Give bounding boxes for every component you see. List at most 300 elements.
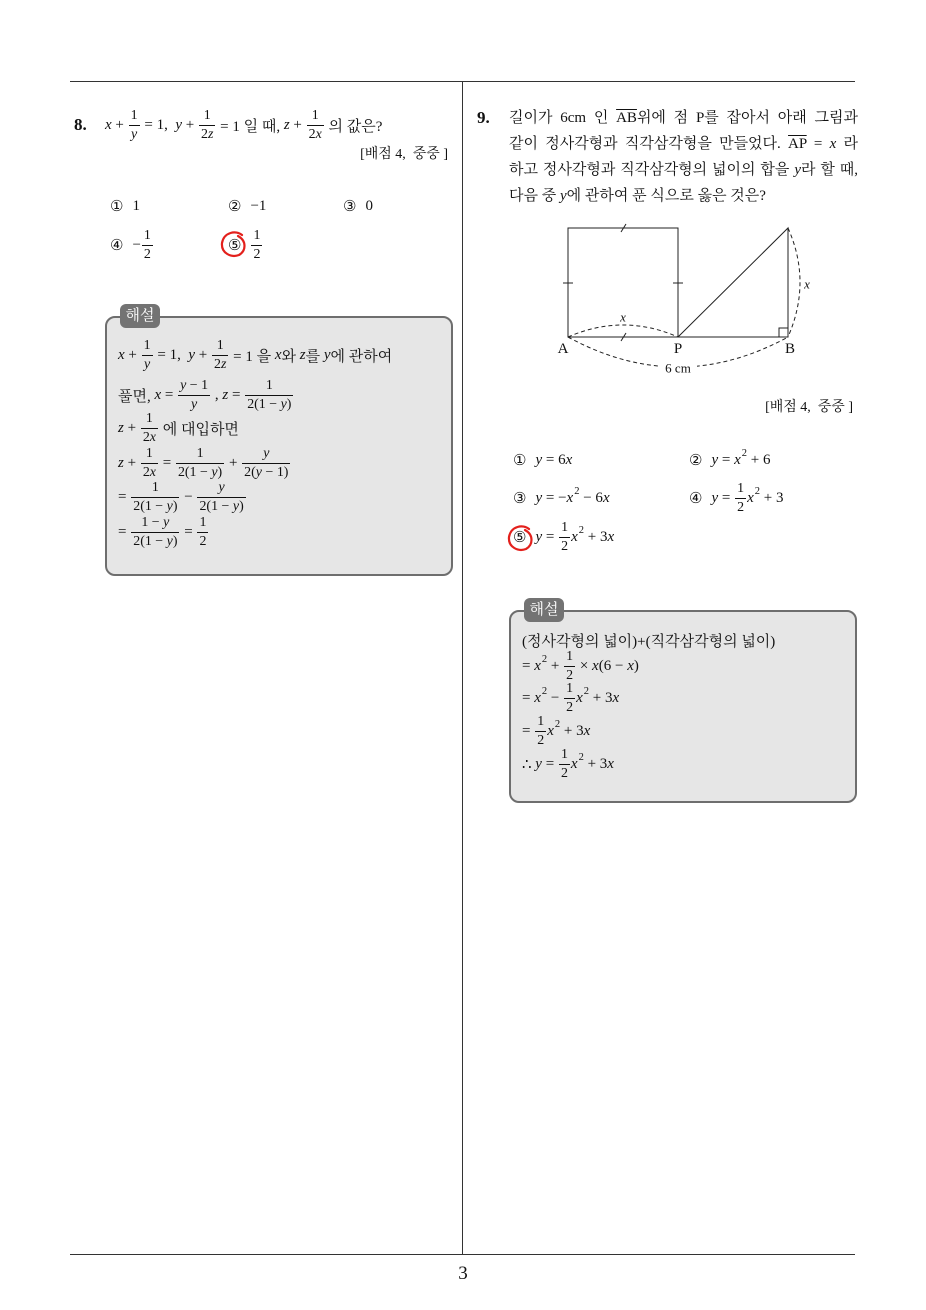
math-variable: x (592, 657, 599, 674)
math-variable: y (255, 464, 262, 480)
math-text: = 1, (140, 116, 176, 133)
math-text: 1 (253, 227, 261, 243)
denominator (142, 356, 153, 373)
fraction (176, 446, 224, 480)
math-variable: y (163, 514, 170, 530)
problem-number: 9. (477, 108, 490, 127)
choice-number: ① (110, 197, 124, 215)
math-text: 2 (737, 499, 745, 515)
problem-number: 8. (74, 115, 87, 134)
geometry-figure (540, 215, 830, 380)
math-text: = (541, 755, 558, 772)
explanation-line (118, 337, 392, 373)
math-text: 1 (737, 480, 745, 496)
fraction (564, 681, 575, 715)
math-text: − (180, 488, 197, 505)
math-text: 같이 정사각형과 직각삼각형을 만들었다. (509, 136, 789, 152)
choice-4 (110, 227, 154, 263)
explanation-line (522, 715, 590, 747)
math-text: 1 (537, 713, 545, 729)
math-variable: x (571, 528, 578, 545)
math-variable: y (175, 116, 182, 133)
math-text: + (195, 346, 211, 363)
math-text: = 1, (153, 346, 189, 363)
math-variable: x (583, 722, 591, 739)
math-variable: x (534, 657, 541, 674)
numerator (307, 108, 324, 126)
math-text: (정사각형의 넓이)+(직각삼각형의 넓이) (522, 633, 776, 650)
fraction (245, 378, 293, 412)
math-variable: y (535, 528, 543, 545)
superscript: 2 (578, 524, 584, 536)
math-variable: x (570, 755, 578, 772)
math-variable: y (280, 396, 287, 412)
math-text: 를 (305, 348, 324, 365)
math-text: − 1) (261, 464, 289, 480)
math-text: 와 (281, 348, 300, 365)
math-text: 2 (200, 126, 208, 142)
math-text: 1 (130, 107, 138, 123)
choice-expression (132, 228, 153, 262)
math-variable: x (576, 689, 583, 706)
bottom-rule (70, 1254, 855, 1255)
math-text: 풀면, (118, 388, 155, 405)
choice-2 (689, 442, 770, 478)
fraction (142, 338, 153, 372)
math-text: − (132, 236, 141, 253)
math-variable: z (220, 356, 227, 372)
choice-1 (513, 442, 572, 478)
math-text: 2 (142, 464, 150, 480)
math-variable: x (149, 429, 156, 445)
math-text: + 3 (583, 528, 608, 545)
math-text: 1 (311, 107, 319, 123)
question-line (509, 105, 858, 131)
choice-expression (711, 481, 783, 515)
point-p-label: P (673, 341, 683, 357)
segment-name: $\overline{AP}$ (788, 136, 807, 152)
choice-3 (513, 480, 610, 516)
math-text: = (161, 386, 178, 403)
fraction (131, 515, 179, 549)
math-variable: y (166, 533, 173, 549)
math-variable: y (211, 464, 218, 480)
numerator (142, 338, 153, 356)
denominator (735, 499, 746, 516)
math-text: = (542, 528, 559, 545)
numerator (176, 446, 224, 464)
math-text: = (522, 722, 535, 739)
math-text: 1 (566, 680, 574, 696)
math-text: 2 (253, 246, 261, 262)
math-text: 2 (561, 538, 569, 554)
arc-side (788, 228, 800, 337)
math-variable: x (565, 451, 573, 468)
fraction (199, 108, 215, 142)
fraction (197, 480, 245, 514)
answer-mark-stroke (509, 526, 532, 549)
choice-expression (535, 520, 614, 554)
segment-name: $\overline{AB}$ (616, 110, 637, 126)
choice-number: ③ (343, 197, 357, 215)
numerator (141, 411, 158, 429)
math-variable: y (131, 126, 138, 142)
answer-mark-circle (219, 229, 249, 259)
answer-mark-stroke (222, 232, 245, 255)
math-variable: y (191, 396, 198, 412)
math-text: 1 (196, 445, 204, 461)
choice-1 (110, 188, 140, 224)
math-text: = (180, 523, 197, 540)
math-text: 2 (308, 126, 316, 142)
math-text: 에 대입하면 (158, 421, 239, 438)
choice-number: ⑤ (513, 528, 527, 546)
explanation-line (522, 650, 639, 682)
fraction (535, 714, 546, 748)
math-text: = (118, 488, 131, 505)
fraction (559, 747, 570, 781)
math-text: 0 (365, 197, 373, 214)
math-variable: x (315, 126, 322, 142)
math-text: 2(1 − (133, 533, 167, 549)
arc-ap (568, 325, 678, 337)
math-text: ) (239, 498, 244, 514)
math-text: = 6 (542, 451, 566, 468)
point-a-label: A (557, 341, 569, 357)
denominator (197, 498, 245, 515)
math-text: 1 (566, 648, 574, 664)
numerator (245, 378, 293, 396)
math-text: ) (172, 533, 178, 549)
numerator (564, 681, 575, 699)
math-variable: y (166, 498, 173, 514)
choice-expression (365, 198, 373, 215)
math-text: + 6 (747, 451, 771, 468)
denominator (559, 538, 570, 555)
math-text: + (225, 454, 242, 471)
explanation-label: 해설 (120, 304, 160, 328)
explanation-box (509, 610, 857, 803)
numerator (129, 108, 140, 126)
math-variable: z (283, 116, 290, 133)
math-text: 라 (836, 136, 858, 152)
math-text: + (547, 657, 564, 674)
math-variable: y (180, 377, 187, 393)
math-text: −1 (250, 197, 267, 214)
math-variable: x (534, 689, 541, 706)
denominator (559, 765, 570, 782)
math-variable: x (829, 136, 837, 152)
math-text: ) (286, 396, 292, 412)
explanation-line (118, 479, 247, 515)
math-text: 1 − (141, 514, 164, 530)
choice-expression (535, 452, 572, 469)
choice-expression (711, 447, 771, 469)
numerator (559, 747, 570, 765)
question (105, 107, 382, 143)
math-text: 의 값은? (324, 118, 383, 135)
math-text: 에 관하여 (330, 348, 393, 365)
denominator (535, 732, 546, 749)
explanation-line (522, 748, 614, 780)
math-variable: z (118, 454, 124, 471)
right-angle-mark (779, 328, 788, 337)
math-text: 1 (561, 519, 569, 535)
math-text: 1 (216, 337, 224, 353)
math-variable: z (299, 346, 306, 363)
denominator (564, 699, 575, 716)
math-variable: y (535, 489, 543, 506)
math-text: 2(1 − (247, 396, 281, 412)
math-text: 2 (560, 765, 568, 781)
math-variable: z (118, 419, 124, 436)
fraction (129, 108, 140, 142)
numerator (559, 520, 570, 538)
math-text: , (211, 386, 223, 403)
denominator (176, 464, 224, 481)
denominator (212, 356, 228, 373)
superscript: 2 (574, 485, 580, 497)
math-text: 1 (151, 479, 159, 495)
choice-number: ① (513, 451, 527, 469)
math-variable: y (323, 346, 331, 363)
explanation-box (105, 316, 453, 576)
math-text: ) (633, 657, 639, 674)
math-text: − 6 (579, 489, 603, 506)
denominator (131, 533, 179, 550)
question (509, 105, 858, 209)
math-variable: z (207, 126, 214, 142)
fraction (178, 378, 210, 412)
fraction (197, 515, 208, 549)
choice-number: ② (689, 451, 703, 469)
math-variable: y (263, 445, 270, 461)
denominator (141, 464, 158, 481)
numerator (251, 228, 262, 246)
superscript: 2 (578, 751, 584, 763)
explanation-line (118, 377, 294, 413)
fraction (131, 480, 179, 514)
math-text: + (124, 346, 141, 363)
choice-expression (132, 198, 140, 215)
math-variable: x (118, 346, 125, 363)
fraction (559, 520, 570, 554)
choice-number: ④ (689, 489, 703, 507)
numerator (178, 378, 210, 396)
math-text: 1 (143, 337, 151, 353)
math-variable: x (602, 489, 610, 506)
point-b-label: B (784, 341, 796, 357)
label-ap: x (620, 309, 626, 325)
page-number: 3 (458, 1263, 468, 1284)
math-text: = (158, 454, 175, 471)
math-variable: x (274, 346, 282, 363)
numerator (242, 446, 290, 464)
math-text: 2 (566, 667, 574, 683)
explanation-line (522, 682, 619, 714)
label-ab-length: 6 cm (665, 360, 691, 376)
math-text: 다음 중 (509, 188, 560, 204)
math-variable: x (105, 116, 112, 133)
math-variable: y (232, 498, 240, 514)
math-text: 2 (537, 732, 545, 748)
math-text: 1 (132, 197, 140, 214)
denominator (197, 533, 208, 550)
math-variable: y (794, 162, 801, 178)
math-variable: x (734, 451, 741, 468)
math-text: + (123, 419, 140, 436)
numerator (141, 446, 158, 464)
choice-number: ④ (110, 236, 124, 254)
math-text: = 1 일 때, (216, 118, 284, 135)
numerator (564, 649, 575, 667)
math-text: ) (217, 464, 223, 480)
math-text: + 3 (759, 489, 784, 506)
answer-mark-circle (506, 523, 536, 553)
superscript: 2 (541, 685, 548, 697)
math-variable: y (535, 451, 543, 468)
fraction (307, 108, 324, 142)
choice-2 (228, 188, 266, 224)
numerator (212, 338, 228, 356)
math-variable: y (559, 188, 567, 204)
choice-expression (535, 485, 610, 507)
math-variable: y (535, 755, 542, 772)
question-line (509, 183, 858, 209)
math-text: 에 관하여 푼 식으로 옳은 것은? (566, 188, 766, 204)
fraction (141, 446, 158, 480)
math-text: + (111, 116, 128, 133)
denominator (307, 126, 324, 143)
numerator (131, 515, 179, 533)
score-info: [배점 4, 중중 ] (765, 400, 853, 415)
math-text: = (228, 386, 245, 403)
right-triangle (678, 228, 788, 337)
choice-3 (343, 188, 373, 224)
math-variable: x (154, 386, 162, 403)
math-text: ∴ (522, 756, 536, 773)
denominator (251, 246, 262, 263)
choice-number: ③ (513, 489, 527, 507)
denominator (131, 498, 179, 515)
math-text: 1 (199, 514, 207, 530)
explanation-line (118, 514, 209, 550)
fraction (735, 481, 746, 515)
math-text: = (718, 489, 735, 506)
math-text: + 3 (560, 722, 584, 739)
math-variable: x (627, 657, 634, 674)
math-text: + (289, 116, 306, 133)
math-text: 2(1 − (133, 498, 167, 514)
math-text: = (522, 689, 535, 706)
superscript: 2 (741, 447, 748, 459)
math-variable: x (149, 464, 156, 480)
math-text: 1 (143, 227, 151, 243)
math-text: 2 (213, 356, 221, 372)
math-text: 2 (566, 699, 574, 715)
denominator (142, 246, 153, 263)
math-text: 1 (203, 107, 211, 123)
explanation-line (118, 410, 239, 446)
math-text: 1 (560, 746, 568, 762)
choice-expression (250, 228, 263, 262)
math-text: 2(1 − (199, 498, 233, 514)
math-text: 길이가 6cm 인 (509, 110, 617, 126)
math-variable: x (607, 528, 615, 545)
math-text: = (806, 136, 830, 152)
math-text: + 3 (583, 755, 608, 772)
math-text: × (576, 657, 593, 674)
explanation-line (118, 445, 291, 481)
denominator (129, 126, 140, 143)
math-text: + (123, 454, 140, 471)
numerator (197, 515, 208, 533)
math-variable: x (547, 722, 554, 739)
label-side: x (804, 276, 810, 292)
math-text: = 1 을 (229, 348, 275, 365)
math-text: ) (172, 498, 178, 514)
math-variable: y (711, 489, 719, 506)
superscript: 2 (541, 653, 548, 665)
choice-number: ⑤ (228, 236, 242, 254)
fraction (212, 338, 228, 372)
fraction (242, 446, 290, 480)
math-text: = (118, 523, 131, 540)
math-text: + 3 (589, 689, 613, 706)
numerator (735, 481, 746, 499)
denominator (245, 396, 293, 413)
math-variable: x (607, 755, 614, 772)
choice-4 (689, 480, 783, 516)
numerator (131, 480, 179, 498)
math-variable: y (218, 479, 225, 495)
math-variable: x (566, 489, 574, 506)
numerator (535, 714, 546, 732)
math-text: (6 − (598, 657, 628, 674)
math-variable: y (188, 346, 195, 363)
fraction (564, 649, 575, 683)
math-text: − 1 (186, 377, 209, 393)
choice-expression (250, 198, 266, 215)
numerator (142, 228, 153, 246)
math-text: 2 (199, 533, 207, 549)
fraction (141, 411, 158, 445)
math-text: 위에 점 P를 잡아서 아래 그림과 (636, 110, 858, 126)
math-text: = (522, 657, 535, 674)
math-variable: y (144, 356, 151, 372)
math-variable: x (612, 689, 620, 706)
math-text: + (182, 116, 198, 133)
math-text: 2(1 − (177, 464, 212, 480)
math-text: 2 (142, 429, 150, 445)
math-text: 1 (265, 377, 273, 393)
denominator (199, 126, 215, 143)
math-text: 1 (145, 410, 153, 426)
math-text: 2 (143, 246, 151, 262)
fraction (142, 228, 153, 262)
numerator (197, 480, 245, 498)
math-text: = − (542, 489, 567, 506)
math-text: − (547, 689, 564, 706)
math-text: 라 할 때, (800, 162, 858, 178)
math-variable: z (222, 386, 229, 403)
fraction (251, 228, 262, 262)
question-line (509, 131, 858, 157)
explanation-label: 해설 (524, 598, 564, 622)
math-variable: x (747, 489, 754, 506)
denominator (141, 429, 158, 446)
math-text: 2( (244, 464, 256, 480)
